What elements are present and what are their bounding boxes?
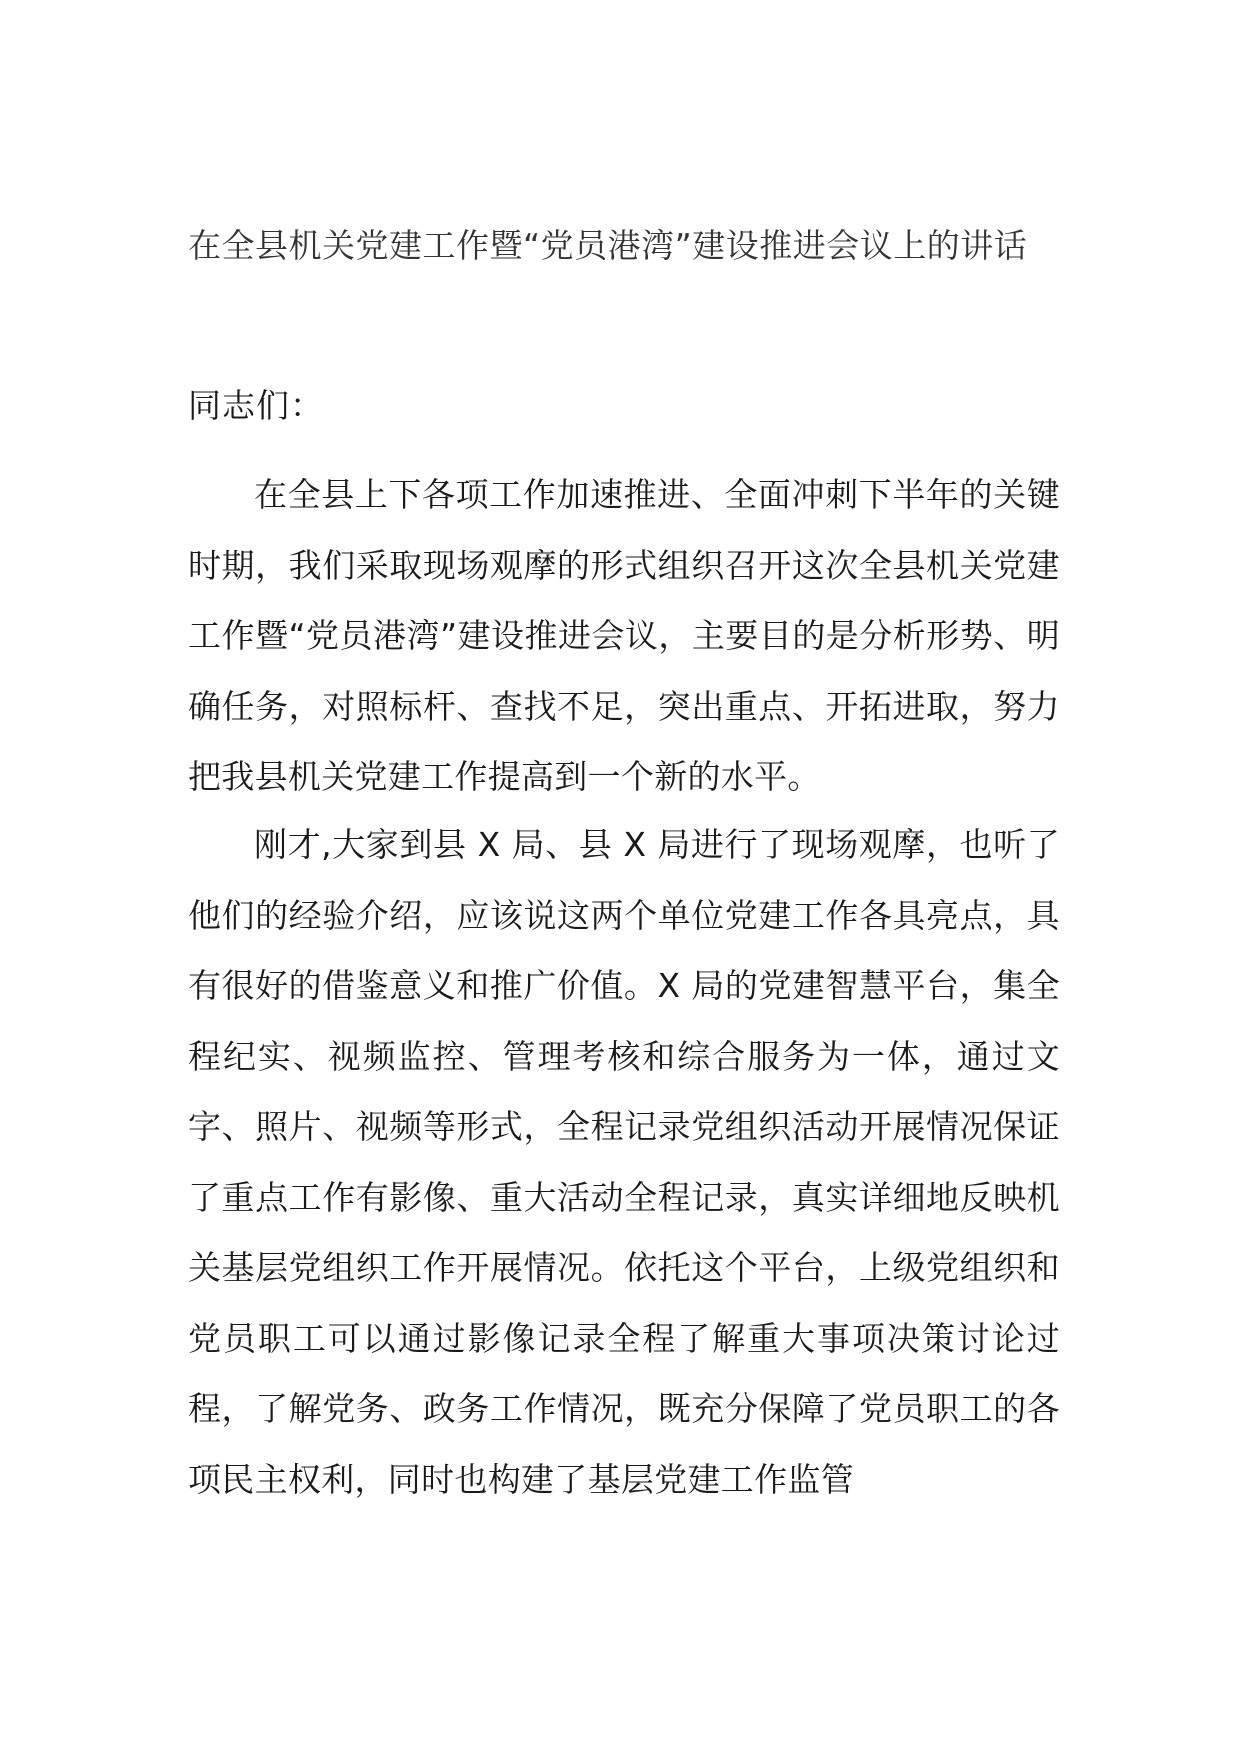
paragraph-2: 刚才,大家到县 X 局、县 X 局进行了现场观摩，也听了他们的经验介绍，应该说这两个单位党建工作各具亮点，具有很好的借鉴意义和推广价值。X 局的党建智慧平台，集全程纪实、视频监控、管理考核和综合服务为一体，通过文字、照片、视频等形式，全程记录党组织活动开展情况保证了重点工作有影像、重大活动全程记录，真实详细地反映机关基层党组织工作开展情况。依托这个平台，上级党组织和党员职工可以通过影像记录全程了解重大事项决策讨论过程，了解党务、政务工作情况，既充分保障了党员职工的各项民主权利，同时也构建了基层党建工作监管 <box>188 825 1060 1499</box>
document-title: 在全县机关党建工作暨“党员港湾”建设推进会议上的讲话 <box>188 226 1028 265</box>
paragraph-1: 在全县上下各项工作加速推进、全面冲刺下半年的关键时期，我们采取现场观摩的形式组织召开这次全县机关党建工作暨“党员港湾”建设推进会议，主要目的是分析形势、明确任务，对照标杆、查找不足，突出重点、开拓进取，努力把我县机关党建工作提高到一个新的水平。 <box>188 475 1060 796</box>
salutation: 同志们： <box>188 386 324 425</box>
